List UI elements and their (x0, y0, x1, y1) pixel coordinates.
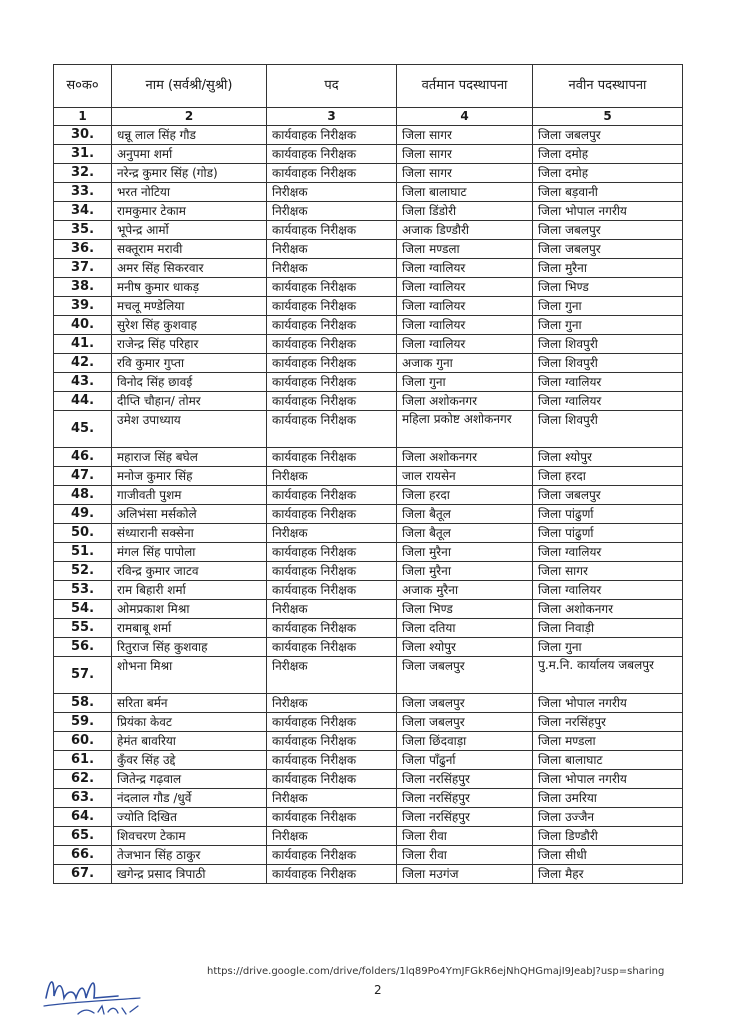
officer-name-cell: भरत नोटिया (112, 183, 267, 202)
officer-name-cell: रितुराज सिंह कुशवाह (112, 638, 267, 657)
new-posting-cell: जिला सीधी (533, 846, 683, 865)
table-row (54, 202, 683, 221)
officer-name-cell: मचलू मण्डेलिया (112, 297, 267, 316)
current-posting-cell: जिला श्योपुर (397, 638, 533, 657)
serial-number-cell: 64. (54, 808, 112, 827)
officer-name-cell: कुँवर सिंह उद्दे (112, 751, 267, 770)
serial-number-cell: 30. (54, 126, 112, 145)
officer-name-cell: रामबाबू शर्मा (112, 619, 267, 638)
post-cell: कार्यवाहक निरीक्षक (267, 638, 397, 657)
serial-number-cell: 38. (54, 278, 112, 297)
table-row (54, 392, 683, 411)
column-number: 5 (533, 108, 683, 126)
current-posting-cell: जिला ग्वालियर (397, 278, 533, 297)
post-cell: कार्यवाहक निरीक्षक (267, 543, 397, 562)
drive-link-url[interactable]: https://drive.google.com/drive/folders/1lq89Po4YmJFGkR6ejNhQHGmajI9JeabJ?usp=sharing (207, 966, 665, 977)
officer-name-cell: दीप्ति चौहान/ तोमर (112, 392, 267, 411)
post-cell: कार्यवाहक निरीक्षक (267, 221, 397, 240)
current-posting-cell: जिला अशोकनगर (397, 448, 533, 467)
new-posting-cell: जिला पांढुर्णा (533, 505, 683, 524)
serial-number-cell: 62. (54, 770, 112, 789)
officer-name-cell: मनोज कुमार सिंह (112, 467, 267, 486)
post-cell: निरीक्षक (267, 789, 397, 808)
new-posting-cell: जिला शिवपुरी (533, 411, 683, 448)
table-row (54, 789, 683, 808)
serial-number-cell: 42. (54, 354, 112, 373)
officer-name-cell: मंगल सिंह पापोला (112, 543, 267, 562)
table-row (54, 183, 683, 202)
officer-name-cell: राजेन्द्र सिंह परिहार (112, 335, 267, 354)
current-posting-cell: महिला प्रकोष्ट अशोकनगर (397, 411, 533, 448)
new-posting-cell: जिला जबलपुर (533, 221, 683, 240)
current-posting-cell: जिला अशोकनगर (397, 392, 533, 411)
officer-name-cell: नरेन्द्र कुमार सिंह (गोड) (112, 164, 267, 183)
post-cell: कार्यवाहक निरीक्षक (267, 846, 397, 865)
post-cell: कार्यवाहक निरीक्षक (267, 145, 397, 164)
table-row (54, 316, 683, 335)
post-cell: निरीक्षक (267, 259, 397, 278)
post-cell: कार्यवाहक निरीक्षक (267, 297, 397, 316)
officer-name-cell: जितेन्द्र गढ़वाल (112, 770, 267, 789)
officer-name-cell: प्रियंका केवट (112, 713, 267, 732)
officer-name-cell: ओमप्रकाश मिश्रा (112, 600, 267, 619)
officer-name-cell: मनीष कुमार धाकड़ (112, 278, 267, 297)
new-posting-cell: जिला बालाघाट (533, 751, 683, 770)
officer-name-cell: उमेश उपाध्याय (112, 411, 267, 448)
new-posting-cell: जिला गुना (533, 297, 683, 316)
serial-number-cell: 31. (54, 145, 112, 164)
current-posting-cell: जिला ग्वालियर (397, 297, 533, 316)
serial-number-cell: 48. (54, 486, 112, 505)
post-cell: कार्यवाहक निरीक्षक (267, 581, 397, 600)
officer-name-cell: धन्नू लाल सिंह गौड (112, 126, 267, 145)
table-row (54, 846, 683, 865)
table-row (54, 638, 683, 657)
new-posting-cell: जिला श्योपुर (533, 448, 683, 467)
officer-name-cell: शिवचरण टेकाम (112, 827, 267, 846)
current-posting-cell: जिला ग्वालियर (397, 259, 533, 278)
new-posting-cell: जिला अशोकनगर (533, 600, 683, 619)
new-posting-cell: जिला जबलपुर (533, 126, 683, 145)
current-posting-cell: जिला हरदा (397, 486, 533, 505)
serial-number-cell: 57. (54, 657, 112, 694)
serial-number-cell: 55. (54, 619, 112, 638)
new-posting-cell: जिला भोपाल नगरीय (533, 770, 683, 789)
officer-name-cell: तेजभान सिंह ठाकुर (112, 846, 267, 865)
current-posting-cell: जिला सागर (397, 145, 533, 164)
serial-number-cell: 45. (54, 411, 112, 448)
current-posting-cell: जिला जबलपुर (397, 657, 533, 694)
header-serial: स०क० (54, 65, 112, 108)
header-name: नाम (सर्वश्री/सुश्री) (112, 65, 267, 108)
current-posting-cell: जिला पाँढुर्ना (397, 751, 533, 770)
post-cell: कार्यवाहक निरीक्षक (267, 770, 397, 789)
table-row (54, 751, 683, 770)
serial-number-cell: 61. (54, 751, 112, 770)
serial-number-cell: 65. (54, 827, 112, 846)
column-number: 1 (54, 108, 112, 126)
serial-number-cell: 32. (54, 164, 112, 183)
serial-number-cell: 36. (54, 240, 112, 259)
post-cell: निरीक्षक (267, 467, 397, 486)
new-posting-cell: जिला उज्जैन (533, 808, 683, 827)
header-current-posting: वर्तमान पदस्थापना (397, 65, 533, 108)
current-posting-cell: जिला रीवा (397, 846, 533, 865)
column-number-row (54, 108, 683, 126)
table-row (54, 448, 683, 467)
post-cell: निरीक्षक (267, 600, 397, 619)
current-posting-cell: जिला बैतूल (397, 505, 533, 524)
table-row (54, 240, 683, 259)
serial-number-cell: 63. (54, 789, 112, 808)
table-row (54, 335, 683, 354)
current-posting-cell: जिला गुना (397, 373, 533, 392)
header-row (54, 65, 683, 108)
table-row (54, 713, 683, 732)
current-posting-cell: जिला नरसिंहपुर (397, 789, 533, 808)
new-posting-cell: जिला हरदा (533, 467, 683, 486)
current-posting-cell: जिला सागर (397, 126, 533, 145)
table-row (54, 411, 683, 448)
table-row (54, 126, 683, 145)
current-posting-cell: जिला बैतूल (397, 524, 533, 543)
current-posting-cell: जिला डिंडोरी (397, 202, 533, 221)
officer-name-cell: महाराज सिंह बघेल (112, 448, 267, 467)
new-posting-cell: पु.म.नि. कार्यालय जबलपुर (533, 657, 683, 694)
new-posting-cell: जिला गुना (533, 316, 683, 335)
table-row (54, 373, 683, 392)
table-row (54, 619, 683, 638)
serial-number-cell: 59. (54, 713, 112, 732)
table-row (54, 770, 683, 789)
new-posting-cell: जिला भिण्ड (533, 278, 683, 297)
current-posting-cell: जिला नरसिंहपुर (397, 770, 533, 789)
new-posting-cell: जिला उमरिया (533, 789, 683, 808)
new-posting-cell: जिला नरसिंहपुर (533, 713, 683, 732)
current-posting-cell: जिला मण्डला (397, 240, 533, 259)
table-row (54, 221, 683, 240)
new-posting-cell: जिला भोपाल नगरीय (533, 202, 683, 221)
new-posting-cell: जिला भोपाल नगरीय (533, 694, 683, 713)
column-number: 3 (267, 108, 397, 126)
table-row (54, 505, 683, 524)
post-cell: कार्यवाहक निरीक्षक (267, 373, 397, 392)
officer-name-cell: ज्योति दिखित (112, 808, 267, 827)
post-cell: कार्यवाहक निरीक्षक (267, 619, 397, 638)
officer-name-cell: हेमंत बावरिया (112, 732, 267, 751)
post-cell: निरीक्षक (267, 694, 397, 713)
post-cell: कार्यवाहक निरीक्षक (267, 751, 397, 770)
serial-number-cell: 39. (54, 297, 112, 316)
serial-number-cell: 60. (54, 732, 112, 751)
post-cell: कार्यवाहक निरीक्षक (267, 278, 397, 297)
serial-number-cell: 40. (54, 316, 112, 335)
officer-name-cell: विनोद सिंह छावई (112, 373, 267, 392)
new-posting-cell: जिला ग्वालियर (533, 581, 683, 600)
column-number: 2 (112, 108, 267, 126)
new-posting-cell: जिला बड़वानी (533, 183, 683, 202)
table-row (54, 486, 683, 505)
table-row (54, 543, 683, 562)
new-posting-cell: जिला निवाड़ी (533, 619, 683, 638)
current-posting-cell: अजाक डिण्डौरी (397, 221, 533, 240)
post-cell: कार्यवाहक निरीक्षक (267, 126, 397, 145)
new-posting-cell: जिला मुरैना (533, 259, 683, 278)
serial-number-cell: 50. (54, 524, 112, 543)
new-posting-cell: जिला ग्वालियर (533, 373, 683, 392)
serial-number-cell: 34. (54, 202, 112, 221)
officer-name-cell: सरिता बर्मन (112, 694, 267, 713)
current-posting-cell: जिला भिण्ड (397, 600, 533, 619)
serial-number-cell: 52. (54, 562, 112, 581)
table-row (54, 164, 683, 183)
post-cell: कार्यवाहक निरीक्षक (267, 316, 397, 335)
new-posting-cell: जिला डिण्डौरी (533, 827, 683, 846)
table-row (54, 278, 683, 297)
post-cell: निरीक्षक (267, 524, 397, 543)
current-posting-cell: जिला ग्वालियर (397, 316, 533, 335)
officer-name-cell: अलिभंसा मर्सकोले (112, 505, 267, 524)
current-posting-cell: अजाक मुरैना (397, 581, 533, 600)
handwritten-signature (40, 968, 150, 1018)
post-cell: कार्यवाहक निरीक्षक (267, 354, 397, 373)
post-cell: निरीक्षक (267, 202, 397, 221)
officer-name-cell: शोभना मिश्रा (112, 657, 267, 694)
serial-number-cell: 37. (54, 259, 112, 278)
post-cell: कार्यवाहक निरीक्षक (267, 713, 397, 732)
officer-name-cell: रविन्द्र कुमार जाटव (112, 562, 267, 581)
serial-number-cell: 33. (54, 183, 112, 202)
table-row (54, 562, 683, 581)
post-cell: कार्यवाहक निरीक्षक (267, 411, 397, 448)
new-posting-cell: जिला मण्डला (533, 732, 683, 751)
officer-name-cell: नंदलाल गौड /धुर्वे (112, 789, 267, 808)
page-number: 2 (374, 983, 382, 997)
officer-name-cell: राम बिहारी शर्मा (112, 581, 267, 600)
serial-number-cell: 51. (54, 543, 112, 562)
table-row (54, 694, 683, 713)
current-posting-cell: जाल रायसेन (397, 467, 533, 486)
table-row (54, 581, 683, 600)
officer-name-cell: गाजीवती पुशम (112, 486, 267, 505)
officer-name-cell: सक्तूराम मरावी (112, 240, 267, 259)
serial-number-cell: 47. (54, 467, 112, 486)
column-number: 4 (397, 108, 533, 126)
serial-number-cell: 56. (54, 638, 112, 657)
table-row (54, 145, 683, 164)
current-posting-cell: जिला मउगंज (397, 865, 533, 884)
header-new-posting: नवीन पदस्थापना (533, 65, 683, 108)
current-posting-cell: जिला नरसिंहपुर (397, 808, 533, 827)
new-posting-cell: जिला शिवपुरी (533, 335, 683, 354)
table-row (54, 657, 683, 694)
new-posting-cell: जिला ग्वालियर (533, 392, 683, 411)
post-cell: निरीक्षक (267, 827, 397, 846)
officer-name-cell: खगेन्द्र प्रसाद त्रिपाठी (112, 865, 267, 884)
current-posting-cell: जिला ग्वालियर (397, 335, 533, 354)
table-row (54, 827, 683, 846)
officer-name-cell: अमर सिंह सिकरवार (112, 259, 267, 278)
post-cell: कार्यवाहक निरीक्षक (267, 562, 397, 581)
post-cell: कार्यवाहक निरीक्षक (267, 486, 397, 505)
current-posting-cell: जिला जबलपुर (397, 694, 533, 713)
new-posting-cell: जिला जबलपुर (533, 240, 683, 259)
current-posting-cell: जिला बालाघाट (397, 183, 533, 202)
post-cell: निरीक्षक (267, 240, 397, 259)
current-posting-cell: जिला जबलपुर (397, 713, 533, 732)
table-row (54, 354, 683, 373)
serial-number-cell: 58. (54, 694, 112, 713)
new-posting-cell: जिला सागर (533, 562, 683, 581)
serial-number-cell: 54. (54, 600, 112, 619)
post-cell: कार्यवाहक निरीक्षक (267, 392, 397, 411)
serial-number-cell: 66. (54, 846, 112, 865)
serial-number-cell: 44. (54, 392, 112, 411)
transfer-list-table (53, 64, 683, 884)
table-row (54, 524, 683, 543)
serial-number-cell: 67. (54, 865, 112, 884)
officer-name-cell: भूपेन्द्र आर्मो (112, 221, 267, 240)
header-post: पद (267, 65, 397, 108)
officer-name-cell: सुरेश सिंह कुशवाह (112, 316, 267, 335)
post-cell: कार्यवाहक निरीक्षक (267, 732, 397, 751)
current-posting-cell: जिला मुरैना (397, 543, 533, 562)
post-cell: कार्यवाहक निरीक्षक (267, 335, 397, 354)
serial-number-cell: 43. (54, 373, 112, 392)
new-posting-cell: जिला शिवपुरी (533, 354, 683, 373)
table-row (54, 467, 683, 486)
serial-number-cell: 41. (54, 335, 112, 354)
post-cell: कार्यवाहक निरीक्षक (267, 164, 397, 183)
serial-number-cell: 46. (54, 448, 112, 467)
officer-name-cell: रवि कुमार गुप्ता (112, 354, 267, 373)
current-posting-cell: अजाक गुना (397, 354, 533, 373)
new-posting-cell: जिला गुना (533, 638, 683, 657)
post-cell: कार्यवाहक निरीक्षक (267, 865, 397, 884)
table-body (54, 126, 683, 884)
new-posting-cell: जिला मैहर (533, 865, 683, 884)
table-row (54, 808, 683, 827)
officer-name-cell: रामकुमार टेकाम (112, 202, 267, 221)
table-row (54, 865, 683, 884)
table-row (54, 259, 683, 278)
serial-number-cell: 53. (54, 581, 112, 600)
post-cell: कार्यवाहक निरीक्षक (267, 448, 397, 467)
new-posting-cell: जिला दमोह (533, 145, 683, 164)
table-row (54, 732, 683, 751)
officer-name-cell: संध्यारानी सक्सेना (112, 524, 267, 543)
post-cell: कार्यवाहक निरीक्षक (267, 808, 397, 827)
post-cell: कार्यवाहक निरीक्षक (267, 505, 397, 524)
officer-name-cell: अनुपमा शर्मा (112, 145, 267, 164)
serial-number-cell: 35. (54, 221, 112, 240)
current-posting-cell: जिला सागर (397, 164, 533, 183)
post-cell: निरीक्षक (267, 657, 397, 694)
new-posting-cell: जिला ग्वालियर (533, 543, 683, 562)
new-posting-cell: जिला दमोह (533, 164, 683, 183)
current-posting-cell: जिला छिंदवाड़ा (397, 732, 533, 751)
new-posting-cell: जिला पांढुर्णा (533, 524, 683, 543)
serial-number-cell: 49. (54, 505, 112, 524)
current-posting-cell: जिला रीवा (397, 827, 533, 846)
new-posting-cell: जिला जबलपुर (533, 486, 683, 505)
current-posting-cell: जिला मुरैना (397, 562, 533, 581)
table-row (54, 297, 683, 316)
current-posting-cell: जिला दतिया (397, 619, 533, 638)
post-cell: निरीक्षक (267, 183, 397, 202)
table-row (54, 600, 683, 619)
